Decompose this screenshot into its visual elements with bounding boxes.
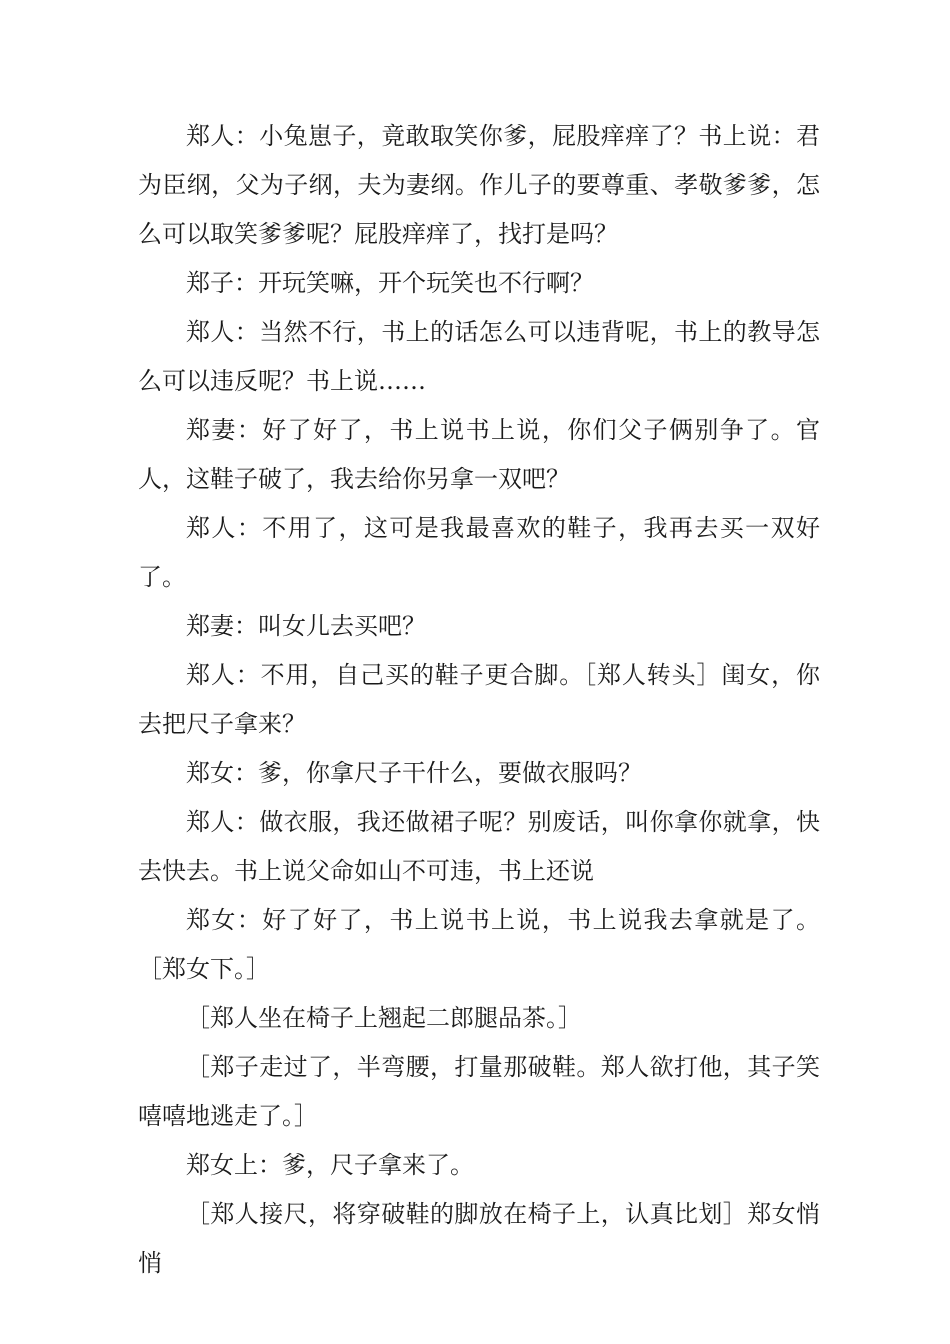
paragraph-12: ［郑子走过了，半弯腰，打量那破鞋。郑人欲打他，其子笑嘻嘻地逃走了。］ [138,1053,820,1130]
script-text-body [138,112,820,1288]
paragraph-10: 郑女：好了好了，书上说书上说，书上说我去拿就是了。［郑女下。］ [138,906,820,983]
paragraph-6: 郑妻：叫女儿去买吧？ [186,612,426,640]
paragraph-13: 郑女上：爹，尺子拿来了。 [186,1151,474,1179]
paragraph-2: 郑子：开玩笑嘛，开个玩笑也不行啊？ [186,269,594,297]
paragraph-5: 郑人：不用了，这可是我最喜欢的鞋子，我再去买一双好了。 [138,514,820,591]
paragraph-7: 郑人：不用，自己买的鞋子更合脚。［郑人转头］闺女，你去把尺子拿来？ [138,661,820,738]
paragraph-3: 郑人：当然不行，书上的话怎么可以违背呢，书上的教导怎么可以违反呢？书上说…… [138,318,820,395]
paragraph-11: ［郑人坐在椅子上翘起二郎腿品茶。］ [186,1004,582,1032]
paragraph-8: 郑女：爹，你拿尺子干什么，要做衣服吗？ [186,759,642,787]
paragraph-9: 郑人：做衣服，我还做裙子呢？别废话，叫你拿你就拿，快去快去。书上说父命如山不可违，书上还说 [138,808,820,885]
paragraph-1: 郑人：小兔崽子，竟敢取笑你爹，屁股痒痒了？书上说：君为臣纲，父为子纲，夫为妻纲。作儿子的要尊重、孝敬爹爹，怎么可以取笑爹爹呢？屁股痒痒了，找打是吗？ [138,122,820,248]
paragraph-14: ［郑人接尺，将穿破鞋的脚放在椅子上，认真比划］郑女悄悄 [138,1200,820,1277]
paragraph-4: 郑妻：好了好了，书上说书上说，你们父子俩别争了。官人，这鞋子破了，我去给你另拿一双吧？ [138,416,820,493]
